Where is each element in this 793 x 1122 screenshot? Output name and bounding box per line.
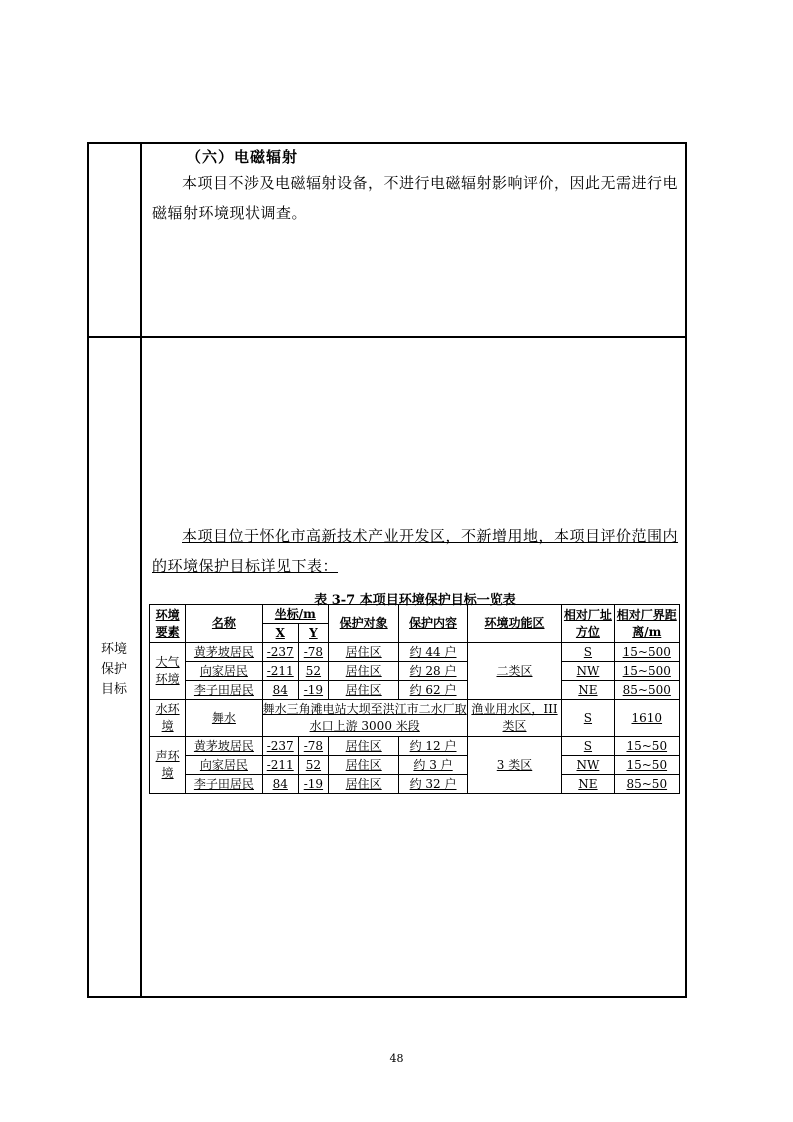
cell-object-content: 舞水三角滩电站大坝至洪江市二水厂取水口上游 3000 米段 [262,700,467,737]
table-header-row [150,605,680,624]
cell-element: 声环境 [150,737,186,794]
header-direction: 相对厂址方位 [562,605,614,643]
cell-distance: 15~500 [614,662,679,681]
cell-object: 居住区 [328,681,398,700]
cell-content: 约 12 户 [399,737,467,756]
cell-x: -237 [262,737,298,756]
cell-y: 52 [298,756,328,775]
header-object: 保护对象 [328,605,398,643]
header-y: Y [298,624,328,643]
cell-name: 黄茅坡居民 [186,643,262,662]
cell-x: -211 [262,662,298,681]
header-element: 环境要素 [150,605,186,643]
table-row [150,756,680,775]
page-number: 48 [389,1052,404,1065]
cell-object: 居住区 [328,737,398,756]
cell-content: 约 32 户 [399,775,467,794]
cell-name: 李子田居民 [186,681,262,700]
cell-y: -19 [298,775,328,794]
header-name: 名称 [186,605,262,643]
cell-zone: 二类区 [467,643,562,700]
cell-y: -78 [298,737,328,756]
cell-element: 大气环境 [150,643,186,700]
table-row [150,700,680,737]
protect-intro-paragraph: 本项目位于怀化市高新技术产业开发区，不新增用地，本项目评价范围内的环境保护目标详见下表： [152,527,679,575]
cell-object: 居住区 [328,662,398,681]
cell-direction: S [562,643,614,662]
section-heading-em: （六）电磁辐射 [186,148,299,166]
header-coord: 坐标/m [262,605,328,624]
header-distance: 相对厂界距离/m [614,605,679,643]
cell-content: 约 3 户 [399,756,467,775]
cell-distance: 15~50 [614,737,679,756]
cell-name: 向家居民 [186,756,262,775]
side-label-line-2: 保护 [100,662,127,677]
side-label [90,640,138,700]
table-row [150,737,680,756]
table-row [150,681,680,700]
header-x: X [262,624,298,643]
cell-content: 约 28 户 [399,662,467,681]
column-divider [140,142,142,998]
cell-element: 水环境 [150,700,186,737]
em-paragraph: 本项目不涉及电磁辐射设备，不进行电磁辐射影响评价，因此无需进行电磁辐射环境现状调查。 [152,174,679,222]
protection-targets-table [149,604,680,794]
cell-direction: NW [562,756,614,775]
cell-y: -19 [298,681,328,700]
side-label-line-1: 环境 [100,642,127,657]
cell-distance: 15~500 [614,643,679,662]
cell-distance: 85~50 [614,775,679,794]
cell-content: 约 44 户 [399,643,467,662]
cell-direction: S [562,737,614,756]
cell-zone: 渔业用水区，III 类区 [467,700,562,737]
cell-distance: 15~50 [614,756,679,775]
cell-object: 居住区 [328,775,398,794]
cell-name: 黄茅坡居民 [186,737,262,756]
cell-distance: 1610 [614,700,679,737]
cell-direction: NE [562,681,614,700]
cell-y: -78 [298,643,328,662]
header-zone: 环境功能区 [467,605,562,643]
table-row [150,775,680,794]
cell-content: 约 62 户 [399,681,467,700]
side-label-line-3: 目标 [100,682,127,697]
cell-distance: 85~500 [614,681,679,700]
row-divider [87,336,687,338]
cell-direction: NE [562,775,614,794]
cell-y: 52 [298,662,328,681]
cell-x: 84 [262,775,298,794]
cell-name: 舞水 [186,700,262,737]
cell-direction: NW [562,662,614,681]
cell-direction: S [562,700,614,737]
table-row [150,643,680,662]
cell-object: 居住区 [328,756,398,775]
cell-name: 向家居民 [186,662,262,681]
table-caption: 表 3-7 本项目环境保护目标一览表 [314,593,516,608]
cell-x: -211 [262,756,298,775]
cell-x: -237 [262,643,298,662]
cell-x: 84 [262,681,298,700]
header-content: 保护内容 [399,605,467,643]
table-row [150,662,680,681]
cell-zone: 3 类区 [467,737,562,794]
cell-object: 居住区 [328,643,398,662]
cell-name: 李子田居民 [186,775,262,794]
